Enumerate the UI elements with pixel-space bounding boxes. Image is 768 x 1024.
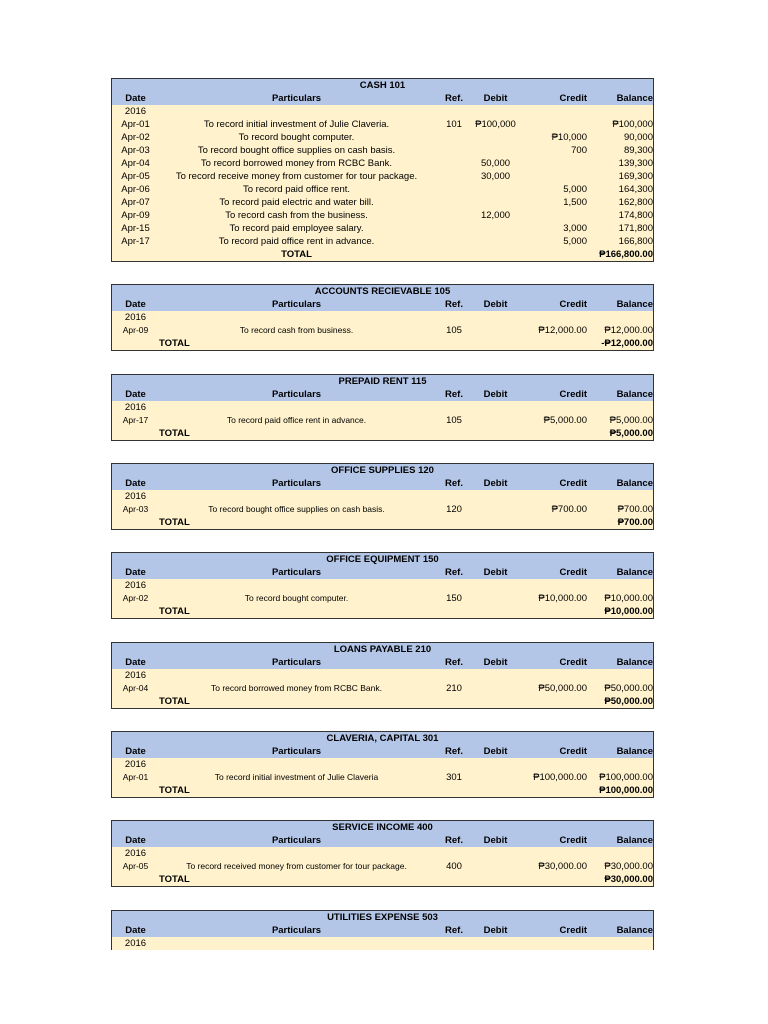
entry-credit: 700 bbox=[571, 145, 587, 156]
total-label: TOTAL bbox=[159, 606, 190, 617]
entry-date: Apr-03 bbox=[122, 504, 149, 514]
total-row bbox=[112, 784, 653, 797]
ledger-cash bbox=[111, 78, 654, 262]
ledger-office-equipment-150 bbox=[111, 552, 654, 619]
ledger-title: OFFICE SUPPLIES 120 bbox=[331, 465, 434, 476]
table-row bbox=[112, 131, 653, 144]
year-row bbox=[112, 401, 653, 414]
ledger-title: SERVICE INCOME 400 bbox=[332, 822, 433, 833]
entry-date: Apr-05 bbox=[121, 171, 150, 182]
entry-ref: 150 bbox=[446, 593, 462, 604]
col-debit: Debit bbox=[483, 925, 508, 936]
col-particulars: Particulars bbox=[271, 657, 322, 668]
table-row bbox=[112, 209, 653, 222]
column-header-row bbox=[112, 834, 653, 847]
entry-balance: 171,800 bbox=[618, 223, 653, 234]
col-debit: Debit bbox=[483, 93, 508, 104]
col-date: Date bbox=[125, 93, 146, 104]
col-date: Date bbox=[125, 567, 146, 578]
col-credit: Credit bbox=[559, 389, 587, 400]
entry-debit: ₱100,000 bbox=[475, 119, 516, 130]
entry-balance: ₱100,000.00 bbox=[599, 772, 653, 783]
col-date: Date bbox=[125, 478, 146, 489]
col-balance: Balance bbox=[616, 478, 653, 489]
total-value: -₱12,000.00 bbox=[601, 338, 653, 349]
col-ref: Ref. bbox=[445, 389, 463, 400]
entry-particulars: To record receive money from customer for tour package. bbox=[175, 171, 418, 182]
total-value: ₱50,000.00 bbox=[604, 696, 653, 707]
col-ref: Ref. bbox=[445, 567, 463, 578]
column-header-row bbox=[112, 388, 653, 401]
entry-credit: ₱700.00 bbox=[551, 504, 587, 515]
entry-particulars: To record paid office rent in advance. bbox=[226, 415, 367, 425]
entry-balance: 164,300 bbox=[618, 184, 653, 195]
year-row bbox=[112, 105, 653, 118]
entry-credit: ₱50,000.00 bbox=[538, 683, 587, 694]
table-row bbox=[112, 235, 653, 248]
col-balance: Balance bbox=[616, 746, 653, 757]
col-balance: Balance bbox=[616, 93, 653, 104]
entry-date: Apr-02 bbox=[121, 132, 150, 143]
total-label: TOTAL bbox=[159, 785, 190, 796]
entry-date: Apr-09 bbox=[121, 210, 150, 221]
ledger-header bbox=[112, 375, 653, 401]
col-balance: Balance bbox=[616, 567, 653, 578]
table-row bbox=[112, 592, 653, 605]
entry-balance: 162,800 bbox=[618, 197, 653, 208]
col-particulars: Particulars bbox=[271, 299, 322, 310]
year-row bbox=[112, 937, 653, 950]
ledger-header bbox=[112, 821, 653, 847]
entry-credit: 1,500 bbox=[563, 197, 587, 208]
col-debit: Debit bbox=[483, 567, 508, 578]
ledger-utilities-expense-503 bbox=[111, 910, 654, 950]
year-row bbox=[112, 311, 653, 324]
table-row bbox=[112, 183, 653, 196]
entry-particulars: To record borrowed money from RCBC Bank. bbox=[200, 158, 393, 169]
total-row bbox=[112, 248, 653, 261]
ledger-header bbox=[112, 553, 653, 579]
entry-date: Apr-02 bbox=[122, 593, 149, 603]
entry-credit: ₱100,000.00 bbox=[533, 772, 587, 783]
entry-debit: 30,000 bbox=[480, 171, 511, 182]
col-particulars: Particulars bbox=[271, 93, 322, 104]
col-debit: Debit bbox=[483, 299, 508, 310]
entry-ref: 301 bbox=[446, 772, 462, 783]
col-date: Date bbox=[125, 657, 146, 668]
table-row bbox=[112, 118, 653, 131]
col-debit: Debit bbox=[483, 835, 508, 846]
total-value: ₱700.00 bbox=[617, 517, 653, 528]
col-balance: Balance bbox=[616, 299, 653, 310]
entry-date: Apr-09 bbox=[122, 325, 149, 335]
entry-ref: 105 bbox=[446, 325, 462, 336]
ledger-service-income-400 bbox=[111, 820, 654, 887]
entry-date: Apr-06 bbox=[121, 184, 150, 195]
total-label: TOTAL bbox=[159, 428, 190, 439]
entry-date: Apr-17 bbox=[122, 415, 149, 425]
ledger-title: CLAVERIA, CAPITAL 301 bbox=[326, 733, 439, 744]
entry-particulars: To record bought office supplies on cash basis. bbox=[197, 145, 396, 156]
year-row bbox=[112, 490, 653, 503]
col-ref: Ref. bbox=[445, 657, 463, 668]
table-row bbox=[112, 682, 653, 695]
entry-ref: 101 bbox=[446, 119, 462, 130]
ledger-title: UTILITIES EXPENSE 503 bbox=[327, 912, 438, 923]
table-row bbox=[112, 144, 653, 157]
table-row bbox=[112, 414, 653, 427]
table-row bbox=[112, 170, 653, 183]
ledger-title: OFFICE EQUIPMENT 150 bbox=[326, 554, 439, 565]
col-debit: Debit bbox=[483, 389, 508, 400]
col-particulars: Particulars bbox=[271, 478, 322, 489]
entry-date: Apr-07 bbox=[121, 197, 150, 208]
col-credit: Credit bbox=[559, 925, 587, 936]
total-row bbox=[112, 427, 653, 440]
column-header-row bbox=[112, 656, 653, 669]
col-credit: Credit bbox=[559, 746, 587, 757]
ledger-header bbox=[112, 464, 653, 490]
entry-balance: 89,300 bbox=[623, 145, 653, 156]
col-credit: Credit bbox=[559, 657, 587, 668]
entry-particulars: To record paid employee salary. bbox=[229, 223, 364, 234]
column-header-row bbox=[112, 745, 653, 758]
entry-balance: ₱100,000 bbox=[612, 119, 653, 130]
entry-date: Apr-01 bbox=[121, 119, 150, 130]
col-ref: Ref. bbox=[445, 93, 463, 104]
col-particulars: Particulars bbox=[271, 835, 322, 846]
col-debit: Debit bbox=[483, 657, 508, 668]
col-particulars: Particulars bbox=[271, 925, 322, 936]
column-header-row bbox=[112, 566, 653, 579]
entry-particulars: To record paid office rent. bbox=[242, 184, 351, 195]
entry-credit: ₱10,000 bbox=[551, 132, 587, 143]
entry-ref: 105 bbox=[446, 415, 462, 426]
table-row bbox=[112, 196, 653, 209]
entry-particulars: To record initial investment of Julie Claveria bbox=[214, 772, 379, 782]
ledger-header bbox=[112, 643, 653, 669]
year: 2016 bbox=[124, 759, 147, 770]
entry-date: Apr-03 bbox=[121, 145, 150, 156]
col-date: Date bbox=[125, 389, 146, 400]
column-header-row bbox=[112, 92, 653, 105]
entry-particulars: To record cash from the business. bbox=[225, 210, 368, 221]
ledger-office-supplies-120 bbox=[111, 463, 654, 530]
year: 2016 bbox=[124, 106, 147, 117]
col-particulars: Particulars bbox=[271, 567, 322, 578]
entry-particulars: To record received money from customer for tour package. bbox=[186, 861, 407, 871]
ledger-claveria-capital-301 bbox=[111, 731, 654, 798]
total-label: TOTAL bbox=[159, 874, 190, 885]
col-balance: Balance bbox=[616, 925, 653, 936]
entry-particulars: To record paid electric and water bill. bbox=[219, 197, 374, 208]
entry-balance: ₱5,000.00 bbox=[609, 415, 653, 426]
col-balance: Balance bbox=[616, 835, 653, 846]
entry-date: Apr-04 bbox=[121, 158, 150, 169]
entry-credit: ₱5,000.00 bbox=[543, 415, 587, 426]
entry-ref: 400 bbox=[446, 861, 462, 872]
entry-debit: 50,000 bbox=[480, 158, 511, 169]
entry-particulars: To record bought office supplies on cash basis. bbox=[208, 504, 385, 514]
entry-balance: ₱30,000.00 bbox=[604, 861, 653, 872]
ledger-header bbox=[112, 911, 653, 937]
entry-balance: ₱10,000.00 bbox=[604, 593, 653, 604]
ledger-header bbox=[112, 79, 653, 105]
table-row bbox=[112, 860, 653, 873]
col-ref: Ref. bbox=[445, 835, 463, 846]
ledger-title: ACCOUNTS RECIEVABLE 105 bbox=[314, 286, 451, 297]
total-label: TOTAL bbox=[159, 696, 190, 707]
entry-date: Apr-15 bbox=[121, 223, 150, 234]
entry-particulars: To record bought computer. bbox=[244, 593, 349, 603]
total-label: TOTAL bbox=[159, 517, 190, 528]
entry-balance: ₱50,000.00 bbox=[604, 683, 653, 694]
entry-credit: ₱12,000.00 bbox=[538, 325, 587, 336]
column-header-row bbox=[112, 298, 653, 311]
entry-particulars: To record cash from business. bbox=[239, 325, 354, 335]
col-credit: Credit bbox=[559, 478, 587, 489]
entry-credit: 5,000 bbox=[563, 184, 587, 195]
col-ref: Ref. bbox=[445, 299, 463, 310]
entry-balance: 90,000 bbox=[623, 132, 653, 143]
total-row bbox=[112, 516, 653, 529]
col-ref: Ref. bbox=[445, 925, 463, 936]
col-ref: Ref. bbox=[445, 746, 463, 757]
total-value: ₱5,000.00 bbox=[609, 428, 653, 439]
entry-credit: ₱30,000.00 bbox=[538, 861, 587, 872]
ledger-prepaid-rent-115 bbox=[111, 374, 654, 441]
table-row bbox=[112, 324, 653, 337]
col-credit: Credit bbox=[559, 93, 587, 104]
entry-date: Apr-17 bbox=[121, 236, 150, 247]
table-row bbox=[112, 771, 653, 784]
col-particulars: Particulars bbox=[271, 746, 322, 757]
entry-date: Apr-04 bbox=[122, 683, 149, 693]
entry-balance: ₱12,000.00 bbox=[604, 325, 653, 336]
year: 2016 bbox=[124, 670, 147, 681]
entry-particulars: To record initial investment of Julie Claveria. bbox=[203, 119, 390, 130]
total-row bbox=[112, 695, 653, 708]
col-debit: Debit bbox=[483, 478, 508, 489]
ledger-title: CASH 101 bbox=[359, 80, 406, 91]
ledger-accounts-recievable-105 bbox=[111, 284, 654, 351]
entry-ref: 210 bbox=[446, 683, 462, 694]
year: 2016 bbox=[124, 402, 147, 413]
total-label: TOTAL bbox=[159, 338, 190, 349]
year: 2016 bbox=[124, 580, 147, 591]
entry-credit: 5,000 bbox=[563, 236, 587, 247]
ledger-rows bbox=[112, 118, 653, 248]
ledger-header bbox=[112, 732, 653, 758]
col-balance: Balance bbox=[616, 657, 653, 668]
entry-balance: 139,300 bbox=[618, 158, 653, 169]
col-credit: Credit bbox=[559, 299, 587, 310]
entry-credit: ₱10,000.00 bbox=[538, 593, 587, 604]
year: 2016 bbox=[124, 848, 147, 859]
entry-ref: 120 bbox=[446, 504, 462, 515]
year-row bbox=[112, 847, 653, 860]
year-row bbox=[112, 669, 653, 682]
column-header-row bbox=[112, 924, 653, 937]
col-credit: Credit bbox=[559, 835, 587, 846]
col-credit: Credit bbox=[559, 567, 587, 578]
entry-credit: 3,000 bbox=[563, 223, 587, 234]
ledger-header bbox=[112, 285, 653, 311]
ledger-title: PREPAID RENT 115 bbox=[338, 376, 427, 387]
table-row bbox=[112, 157, 653, 170]
entry-date: Apr-01 bbox=[122, 772, 149, 782]
year: 2016 bbox=[124, 312, 147, 323]
total-value: ₱100,000.00 bbox=[599, 785, 653, 796]
entry-debit: 12,000 bbox=[480, 210, 511, 221]
entry-particulars: To record paid office rent in advance. bbox=[218, 236, 375, 247]
column-header-row bbox=[112, 477, 653, 490]
col-date: Date bbox=[125, 835, 146, 846]
col-debit: Debit bbox=[483, 746, 508, 757]
year: 2016 bbox=[124, 491, 147, 502]
table-row bbox=[112, 222, 653, 235]
entry-balance: 174,800 bbox=[618, 210, 653, 221]
total-label: TOTAL bbox=[281, 249, 312, 260]
entry-particulars: To record borrowed money from RCBC Bank. bbox=[210, 683, 382, 693]
entry-balance: ₱700.00 bbox=[617, 504, 653, 515]
ledger-title: LOANS PAYABLE 210 bbox=[333, 644, 432, 655]
table-row bbox=[112, 503, 653, 516]
col-date: Date bbox=[125, 925, 146, 936]
year: 2016 bbox=[124, 938, 147, 949]
total-value: ₱30,000.00 bbox=[604, 874, 653, 885]
entry-date: Apr-05 bbox=[122, 861, 149, 871]
entry-particulars: To record bought computer. bbox=[238, 132, 355, 143]
total-row bbox=[112, 337, 653, 350]
total-value: ₱166,800.00 bbox=[599, 249, 653, 260]
col-particulars: Particulars bbox=[271, 389, 322, 400]
ledger-loans-payable-210 bbox=[111, 642, 654, 709]
total-row bbox=[112, 873, 653, 886]
year-row bbox=[112, 758, 653, 771]
col-ref: Ref. bbox=[445, 478, 463, 489]
col-balance: Balance bbox=[616, 389, 653, 400]
year-row bbox=[112, 579, 653, 592]
col-date: Date bbox=[125, 299, 146, 310]
col-date: Date bbox=[125, 746, 146, 757]
entry-balance: 166,800 bbox=[618, 236, 653, 247]
total-value: ₱10,000.00 bbox=[604, 606, 653, 617]
entry-balance: 169,300 bbox=[618, 171, 653, 182]
total-row bbox=[112, 605, 653, 618]
